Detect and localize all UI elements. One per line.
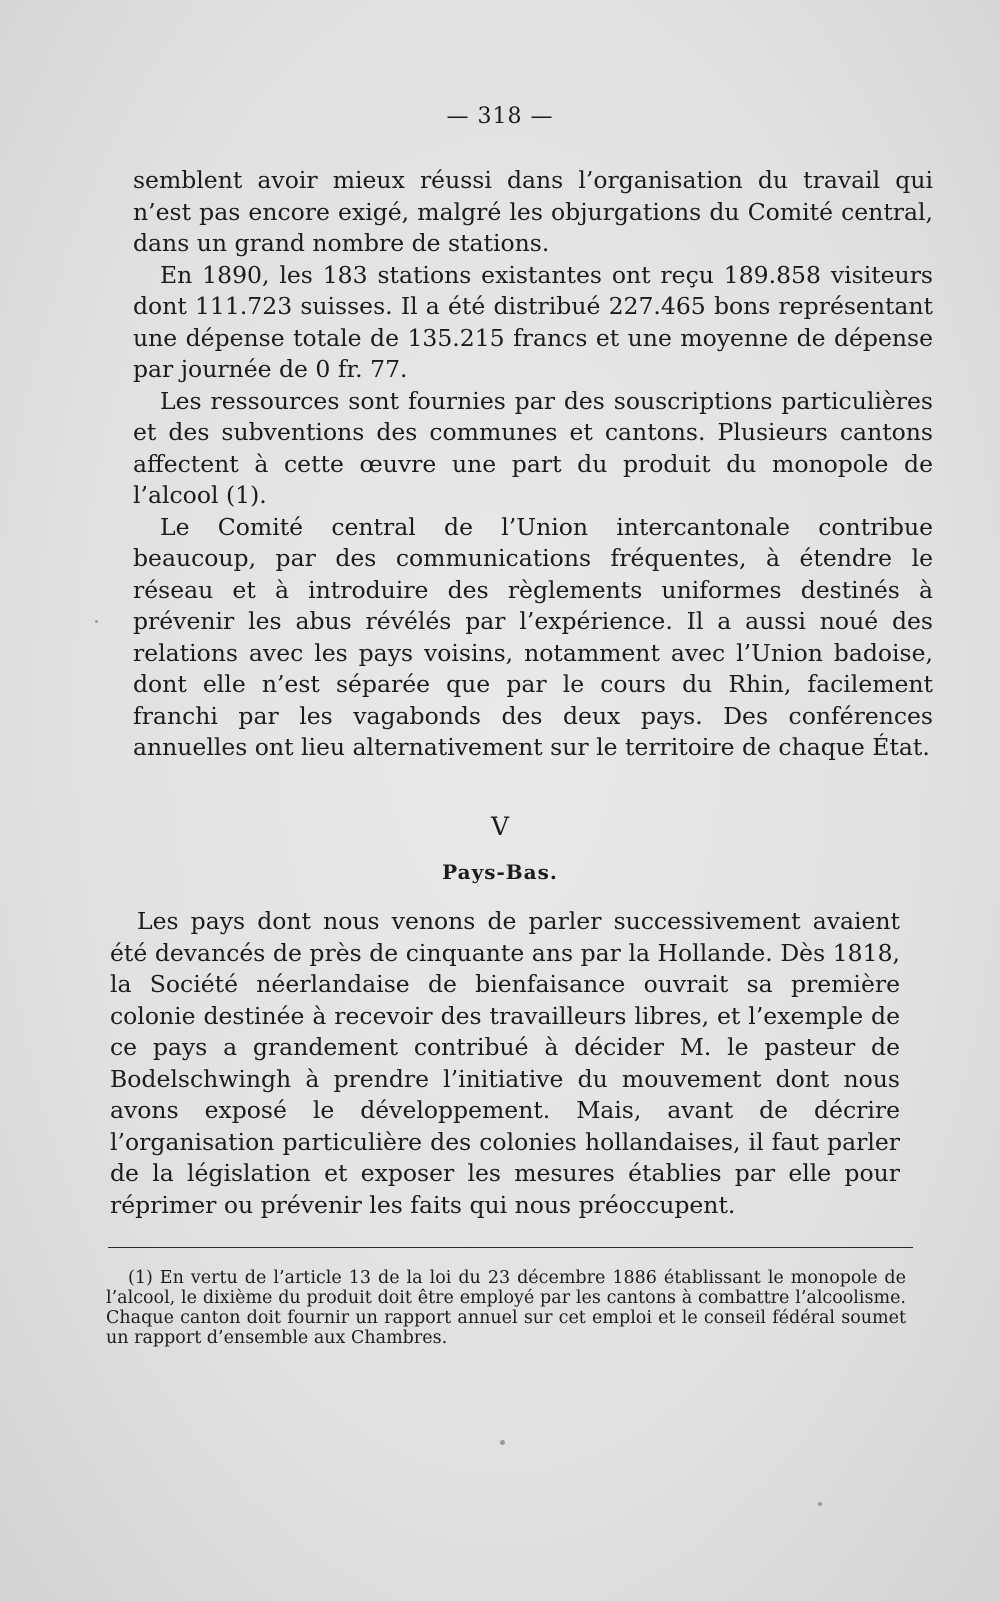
paper-speck — [95, 620, 98, 623]
paper-speck — [818, 1502, 822, 1506]
paragraph: Les pays dont nous venons de parler successivement avaient été devancés de près de cinquante ans par la Hollande. Dès 1818, la Société néerlandaise de bienfaisance ouvrait sa première colonie destinée à recevoir des travailleurs libres, et l’exemple de ce pays a grandement contribué à décider M. le pasteur de Bodelschwingh à prendre l’initiative du mouvement dont nous avons exposé le développement. Mais, avant de décrire l’organisation particulière des colonies hollandaises, il faut parler de la législation et exposer les mesures établies par elle pour réprimer ou prévenir les faits qui nous préoccupent. — [110, 907, 900, 1219]
page-number: — 318 — — [446, 104, 554, 129]
section-numeral: V — [490, 812, 510, 841]
paragraph: Le Comité central de l’Union intercantonale contribue beaucoup, par des communications fréquentes, à étendre le réseau et à introduire des règlements uniformes destinés à prévenir les abus révélés par l’expérience. Il a aussi noué des relations avec les pays voisins, notamment avec l’Union badoise, dont elle n’est séparée que par le cours du Rhin, facilement franchi par les vagabonds des deux pays. Des conférences annuelles ont lieu alternativement sur le territoire de chaque État. — [133, 512, 933, 761]
footnote: (1) En vertu de l’article 13 de la loi du 23 décembre 1886 établissant le monopole de l’alcool, le dixième du produit doit être employé par les cantons à combattre l’alcoolisme. Chaque canton doit fournir un rapport annuel sur cet emploi et le conseil fédéral soumet un rapport d’ensemble aux Chambres. — [106, 1268, 906, 1348]
section-title: Pays-Bas. — [442, 860, 558, 884]
footnote-divider — [108, 1247, 913, 1248]
paragraph: semblent avoir mieux réussi dans l’organisation du travail qui n’est pas encore exigé, malgré les objurgations du Comité central, dans un grand nombre de stations. — [133, 166, 933, 257]
paragraph: Les ressources sont fournies par des souscriptions particulières et des subventions des communes et cantons. Plusieurs cantons affectent à cette œuvre une part du produit du monopole de l’alcool (1). — [133, 386, 933, 509]
body-text-upper — [133, 165, 933, 764]
paragraph: En 1890, les 183 stations existantes ont reçu 189.858 visiteurs dont 111.723 suisses. Il a été distribué 227.465 bons représentant une dépense totale de 135.215 francs et une moyenne de dépense par journée de 0 fr. 77. — [133, 260, 933, 383]
body-text-lower — [110, 906, 900, 1221]
paper-speck — [500, 1440, 505, 1445]
